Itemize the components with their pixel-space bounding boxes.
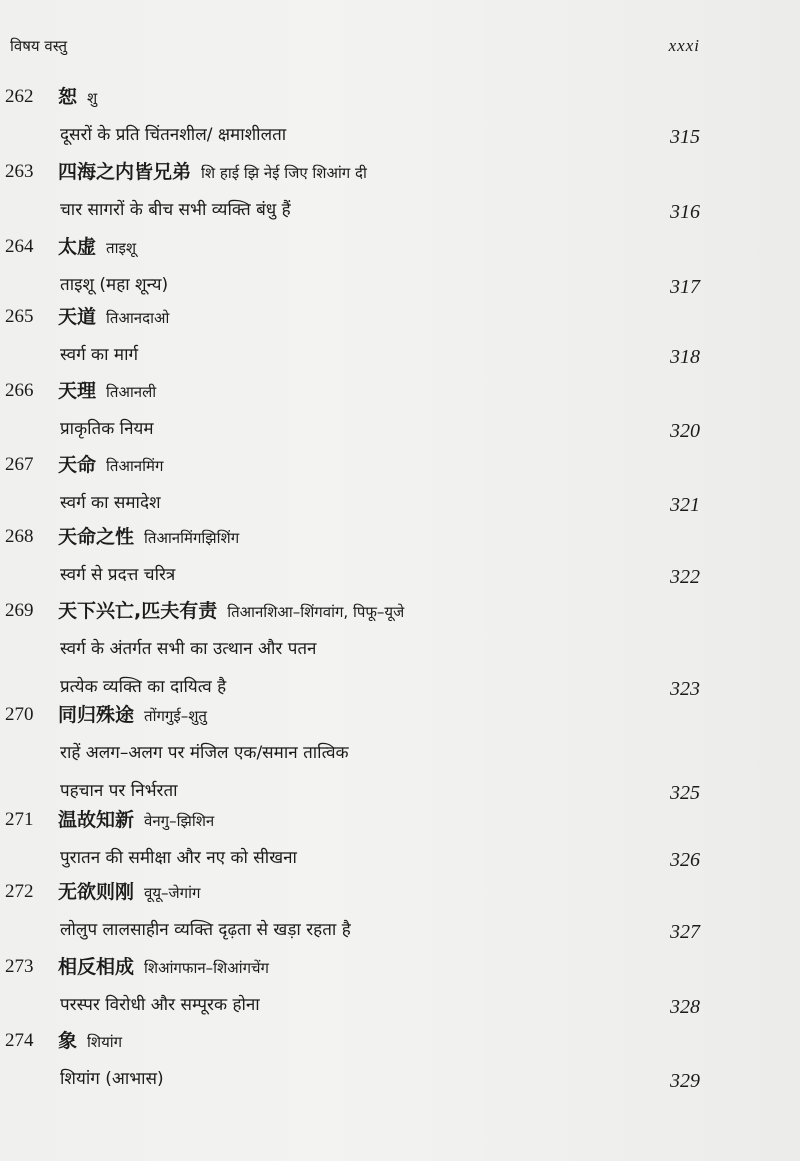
entry-term (58, 805, 214, 836)
entry-term (58, 450, 163, 481)
toc-entry-heading (0, 700, 800, 730)
entry-description-line (0, 1064, 800, 1094)
toc-entry-heading (0, 232, 800, 262)
toc-entry-heading (0, 805, 800, 835)
toc-entry (0, 952, 800, 1020)
entry-number: 270 (5, 704, 34, 725)
toc-entry-heading (0, 157, 800, 187)
entry-number: 273 (5, 956, 34, 977)
transliteration: वेनगु–झिशिन (144, 812, 215, 830)
entry-page-number: 329 (670, 1070, 700, 1092)
entry-term (58, 82, 97, 113)
chinese-term: 恕 (58, 86, 78, 108)
entry-description-line (0, 195, 800, 225)
chinese-term: 天命 (58, 454, 97, 476)
toc-entry (0, 376, 800, 444)
entry-description: चार सागरों के बीच सभी व्यक्ति बंधु हैं (60, 200, 291, 220)
transliteration: शु (87, 89, 98, 107)
toc-entry (0, 596, 800, 702)
entry-page-number: 325 (670, 782, 700, 804)
toc-entry-heading (0, 877, 800, 907)
entry-number: 265 (5, 306, 34, 327)
toc-entry-heading (0, 952, 800, 982)
chinese-term: 温故知新 (58, 809, 135, 831)
entry-description: शियांग (आभास) (60, 1069, 164, 1089)
entry-number: 264 (5, 236, 34, 257)
toc-entry-heading (0, 522, 800, 552)
toc-entry-heading (0, 82, 800, 112)
entry-description-line (0, 634, 800, 664)
transliteration: तिआनदाओ (106, 309, 170, 327)
toc-entry (0, 450, 800, 518)
toc-entry (0, 877, 800, 945)
entry-page-number: 321 (670, 494, 700, 516)
transliteration: वूयू–जेगांग (144, 884, 201, 902)
header-page-number: xxxi (668, 36, 700, 55)
toc-entry-heading (0, 450, 800, 480)
entry-term (58, 157, 367, 188)
chinese-term: 象 (58, 1030, 78, 1052)
entry-description: स्वर्ग का मार्ग (60, 345, 139, 365)
transliteration: शि हाई झि नेई जिए शिआंग दी (201, 164, 367, 182)
toc-entry (0, 805, 800, 873)
entry-description: परस्पर विरोधी और सम्पूरक होना (60, 995, 260, 1015)
toc-entry-heading (0, 1026, 800, 1056)
entry-description: प्रत्येक व्यक्ति का दायित्व है (60, 677, 227, 697)
entry-page-number: 323 (670, 678, 700, 700)
entry-number: 268 (5, 526, 34, 547)
header-section-title: विषय वस्तु (10, 37, 68, 55)
entry-number: 266 (5, 380, 34, 401)
entry-description: ताइशू (महा शून्य) (60, 275, 169, 295)
toc-entry-heading (0, 596, 800, 626)
entry-description-line (0, 270, 800, 300)
entry-description-line (0, 488, 800, 518)
chinese-term: 天下兴亡,匹夫有责 (58, 600, 218, 622)
entry-description-line (0, 120, 800, 150)
entry-term (58, 232, 136, 263)
entry-term (58, 376, 156, 407)
chinese-term: 天道 (58, 306, 97, 328)
transliteration: शिआंगफान–शिआंगचेंग (144, 959, 269, 977)
chinese-term: 天理 (58, 380, 97, 402)
transliteration: तिआनमिंगझिशिंग (144, 529, 240, 547)
transliteration: तोंगगुई–शुतु (144, 707, 207, 725)
toc-entry (0, 232, 800, 300)
entry-term (58, 596, 404, 627)
entry-description: पुरातन की समीक्षा और नए को सीखना (60, 848, 297, 868)
entry-term (58, 1026, 122, 1057)
toc-entry-heading (0, 302, 800, 332)
entry-term (58, 877, 200, 908)
toc-entry (0, 522, 800, 590)
chinese-term: 四海之内皆兄弟 (58, 161, 192, 183)
entry-number: 267 (5, 454, 34, 475)
toc-entry (0, 700, 800, 806)
entry-number: 274 (5, 1030, 34, 1051)
entry-page-number: 320 (670, 420, 700, 442)
entry-description-line (0, 990, 800, 1020)
entry-description: दूसरों के प्रति चिंतनशील/ क्षमाशीलता (60, 125, 287, 145)
entry-description: राहें अलग–अलग पर मंजिल एक/समान तात्विक (60, 743, 349, 763)
toc-entry-heading (0, 376, 800, 406)
entry-description: स्वर्ग का समादेश (60, 493, 161, 513)
entry-page-number: 315 (670, 126, 700, 148)
transliteration: शियांग (87, 1033, 123, 1051)
toc-entry (0, 302, 800, 370)
chinese-term: 天命之性 (58, 526, 135, 548)
chinese-term: 太虚 (58, 236, 97, 258)
entry-number: 272 (5, 881, 34, 902)
entry-description-line (0, 560, 800, 590)
entry-page-number: 328 (670, 996, 700, 1018)
entry-number: 271 (5, 809, 34, 830)
entry-description-line (0, 340, 800, 370)
entry-page-number: 317 (670, 276, 700, 298)
entry-description: स्वर्ग के अंतर्गत सभी का उत्थान और पतन (60, 639, 317, 659)
toc-entry (0, 82, 800, 150)
entry-page-number: 327 (670, 921, 700, 943)
transliteration: तिआनमिंग (106, 457, 164, 475)
entry-description-line (0, 776, 800, 806)
chinese-term: 相反相成 (58, 956, 135, 978)
entry-description-line (0, 414, 800, 444)
toc-entry (0, 1026, 800, 1094)
entry-term (58, 302, 169, 333)
transliteration: तिआनशिआ–शिंगवांग, पिफू–यूजे (227, 603, 405, 621)
entry-term (58, 522, 239, 553)
entry-description-line (0, 738, 800, 768)
entry-page-number: 318 (670, 346, 700, 368)
chinese-term: 同归殊途 (58, 704, 135, 726)
entry-description: प्राकृतिक नियम (60, 419, 154, 439)
entry-description-line (0, 843, 800, 873)
entry-term (58, 952, 269, 983)
toc-entry (0, 157, 800, 225)
entry-number: 269 (5, 600, 34, 621)
transliteration: तिआनली (106, 383, 157, 401)
entry-description: स्वर्ग से प्रदत्त चरित्र (60, 565, 176, 585)
entry-description-line (0, 672, 800, 702)
transliteration: ताइशू (106, 239, 137, 257)
entry-term (58, 700, 207, 731)
entry-page-number: 316 (670, 201, 700, 223)
entry-page-number: 326 (670, 849, 700, 871)
entry-description: पहचान पर निर्भरता (60, 781, 178, 801)
entry-description: लोलुप लालसाहीन व्यक्ति दृढ़ता से खड़ा रहता है (60, 920, 351, 940)
entry-description-line (0, 915, 800, 945)
chinese-term: 无欲则刚 (58, 881, 135, 903)
entry-page-number: 322 (670, 566, 700, 588)
entry-number: 263 (5, 161, 34, 182)
entry-number: 262 (5, 86, 34, 107)
